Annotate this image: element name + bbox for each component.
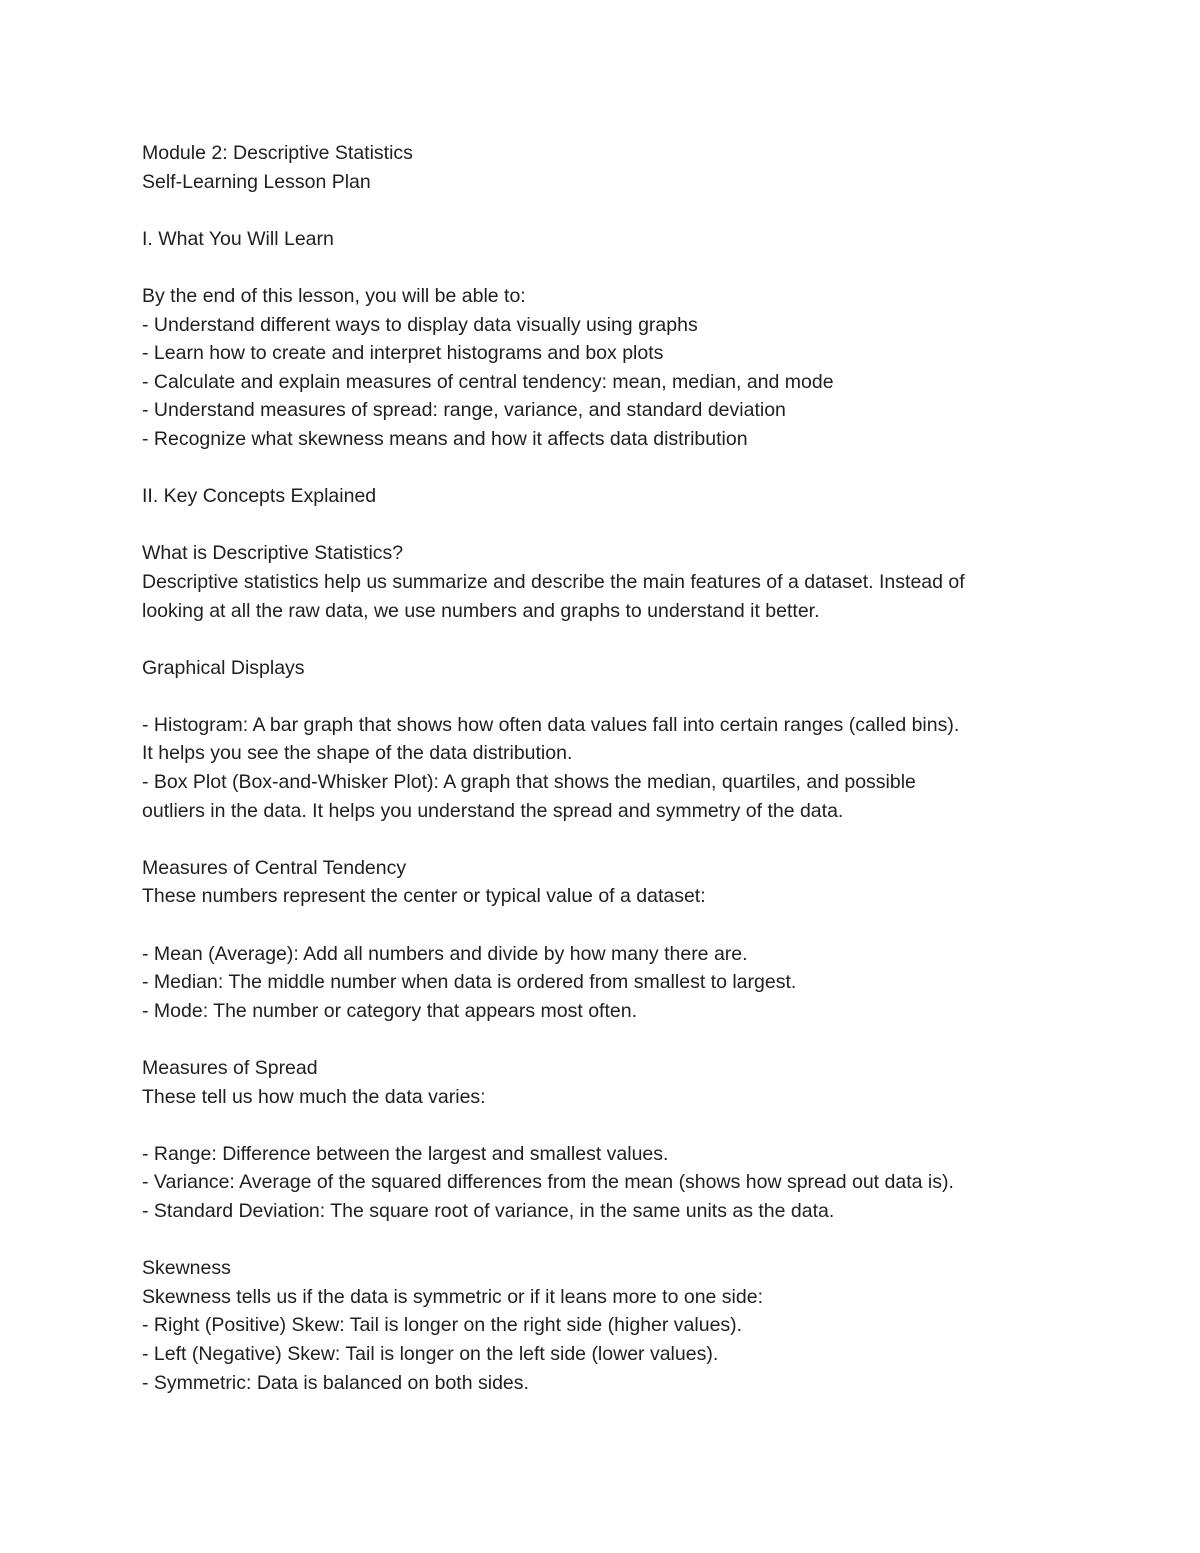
list-item: - Median: The middle number when data is ordered from smallest to largest.	[142, 971, 797, 994]
paragraph-line: outliers in the data. It helps you understand the spread and symmetry of the data.	[142, 799, 844, 822]
learning-objective: - Learn how to create and interpret histograms and box plots	[142, 342, 664, 365]
learning-objective: - Recognize what skewness means and how it affects data distribution	[142, 427, 748, 450]
central-intro: These numbers represent the center or typical value of a dataset:	[142, 885, 706, 908]
subheading-graphical-displays: Graphical Displays	[142, 656, 305, 679]
paragraph-line: looking at all the raw data, we use numbers and graphs to understand it better.	[142, 599, 820, 622]
list-item: - Right (Positive) Skew: Tail is longer on the right side (higher values).	[142, 1314, 743, 1337]
list-item: - Left (Negative) Skew: Tail is longer on the left side (lower values).	[142, 1342, 719, 1365]
learning-objective: - Understand different ways to display data visually using graphs	[142, 313, 698, 336]
list-item: - Symmetric: Data is balanced on both sides.	[142, 1371, 529, 1394]
subheading-descriptive-statistics: What is Descriptive Statistics?	[142, 542, 404, 565]
list-item: - Variance: Average of the squared differences from the mean (shows how spread out data is).	[142, 1171, 954, 1194]
learning-intro: By the end of this lesson, you will be able to:	[142, 284, 526, 307]
skewness-intro: Skewness tells us if the data is symmetric or if it leans more to one side:	[142, 1285, 764, 1308]
paragraph-line: Descriptive statistics help us summarize and describe the main features of a dataset. Instead of	[142, 570, 965, 593]
learning-objective: - Calculate and explain measures of central tendency: mean, median, and mode	[142, 370, 834, 393]
section-heading-what-you-will-learn: I. What You Will Learn	[142, 227, 334, 250]
learning-objective: - Understand measures of spread: range, variance, and standard deviation	[142, 399, 786, 422]
document-subtitle: Self-Learning Lesson Plan	[142, 170, 371, 193]
list-item: - Standard Deviation: The square root of variance, in the same units as the data.	[142, 1199, 835, 1222]
list-item: - Range: Difference between the largest and smallest values.	[142, 1142, 669, 1165]
subheading-central-tendency: Measures of Central Tendency	[142, 856, 407, 879]
subheading-measures-of-spread: Measures of Spread	[142, 1057, 318, 1079]
subheading-skewness: Skewness	[142, 1257, 231, 1280]
section-heading-key-concepts: II. Key Concepts Explained	[142, 485, 377, 508]
paragraph-line: - Box Plot (Box-and-Whisker Plot): A graph that shows the median, quartiles, and possible	[142, 771, 916, 794]
paragraph-line: - Histogram: A bar graph that shows how often data values fall into certain ranges (called bins).	[142, 713, 960, 736]
paragraph-line: It helps you see the shape of the data distribution.	[142, 742, 573, 765]
list-item: - Mode: The number or category that appears most often.	[142, 999, 637, 1022]
spread-intro: These tell us how much the data varies:	[142, 1085, 486, 1108]
document-body	[142, 139, 1072, 1397]
document-title: Module 2: Descriptive Statistics	[142, 142, 413, 164]
list-item: - Mean (Average): Add all numbers and divide by how many there are.	[142, 942, 748, 965]
